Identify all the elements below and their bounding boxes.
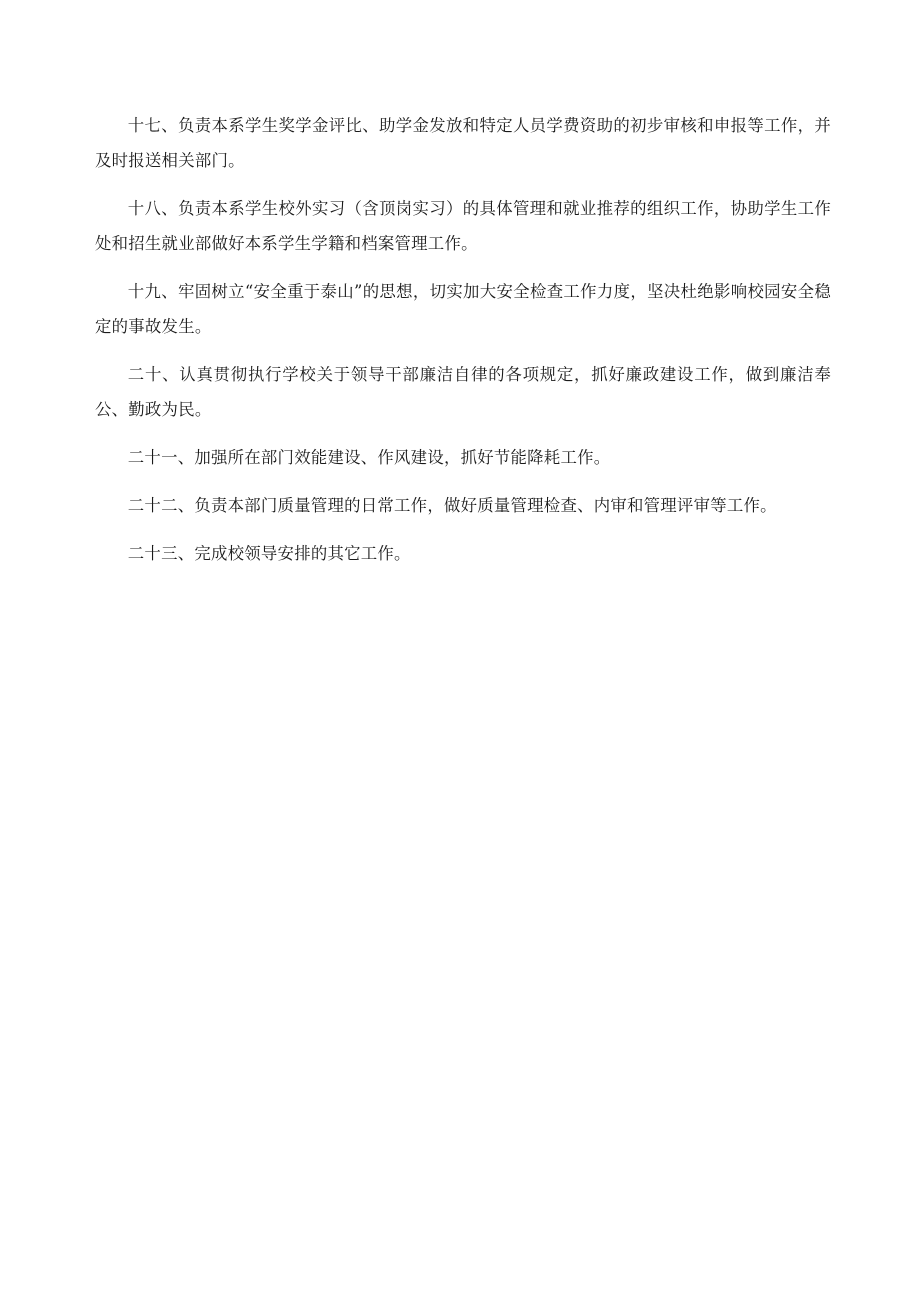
- paragraph-21: 二十一、加强所在部门效能建设、作风建设，抓好节能降耗工作。: [127, 448, 611, 467]
- document-body: [95, 108, 831, 584]
- paragraph-19: 十九、牢固树立“安全重于泰山”的思想，切实加大安全检查工作力度，坚决杜绝影响校园安全稳定的事故发生。: [95, 282, 831, 336]
- paragraph-23: 二十三、完成校领导安排的其它工作。: [127, 544, 411, 563]
- paragraph-22: 二十二、负责本部门质量管理的日常工作，做好质量管理检查、内审和管理评审等工作。: [127, 496, 777, 515]
- paragraph-18: 十八、负责本系学生校外实习（含顶岗实习）的具体管理和就业推荐的组织工作，协助学生工作处和招生就业部做好本系学生学籍和档案管理工作。: [95, 199, 831, 253]
- paragraph-17: 十七、负责本系学生奖学金评比、助学金发放和特定人员学费资助的初步审核和申报等工作，并及时报送相关部门。: [95, 116, 831, 170]
- paragraph-20: 二十、认真贯彻执行学校关于领导干部廉洁自律的各项规定，抓好廉政建设工作，做到廉洁奉公、勤政为民。: [95, 365, 831, 419]
